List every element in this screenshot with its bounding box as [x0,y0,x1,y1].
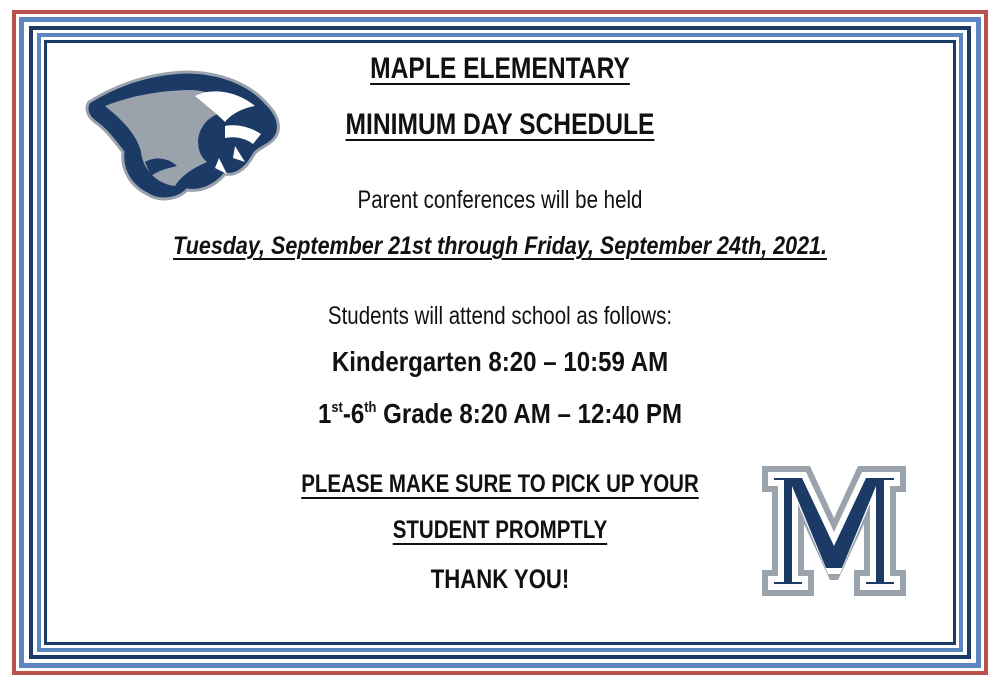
conference-dates-text: Tuesday, September 21st through Friday, September 24th, 2021. [173,232,827,260]
kindergarten-schedule-text: Kindergarten 8:20 – 10:59 AM [331,346,669,377]
attendance-intro-text: Students will attend school as follows: [327,302,673,330]
grades-start-suffix: st [331,399,343,416]
grades-start: 1 [317,398,332,429]
school-name-heading: MAPLE ELEMENTARY [370,52,630,85]
grades-dash: -6 [342,398,365,429]
thank-you-text: THANK YOU! [430,564,570,594]
m-logo-icon [758,462,910,600]
pickup-notice-line2: STUDENT PROMPTLY [392,516,608,544]
grades-times: Grade 8:20 AM – 12:40 PM [376,398,683,429]
grades-end-suffix: th [364,399,377,416]
schedule-heading: MINIMUM DAY SCHEDULE [345,108,655,141]
conference-intro-text: Parent conferences will be held [357,186,643,214]
grades-schedule-text [70,398,930,430]
pickup-notice-line1: PLEASE MAKE SURE TO PICK UP YOUR [301,470,699,498]
